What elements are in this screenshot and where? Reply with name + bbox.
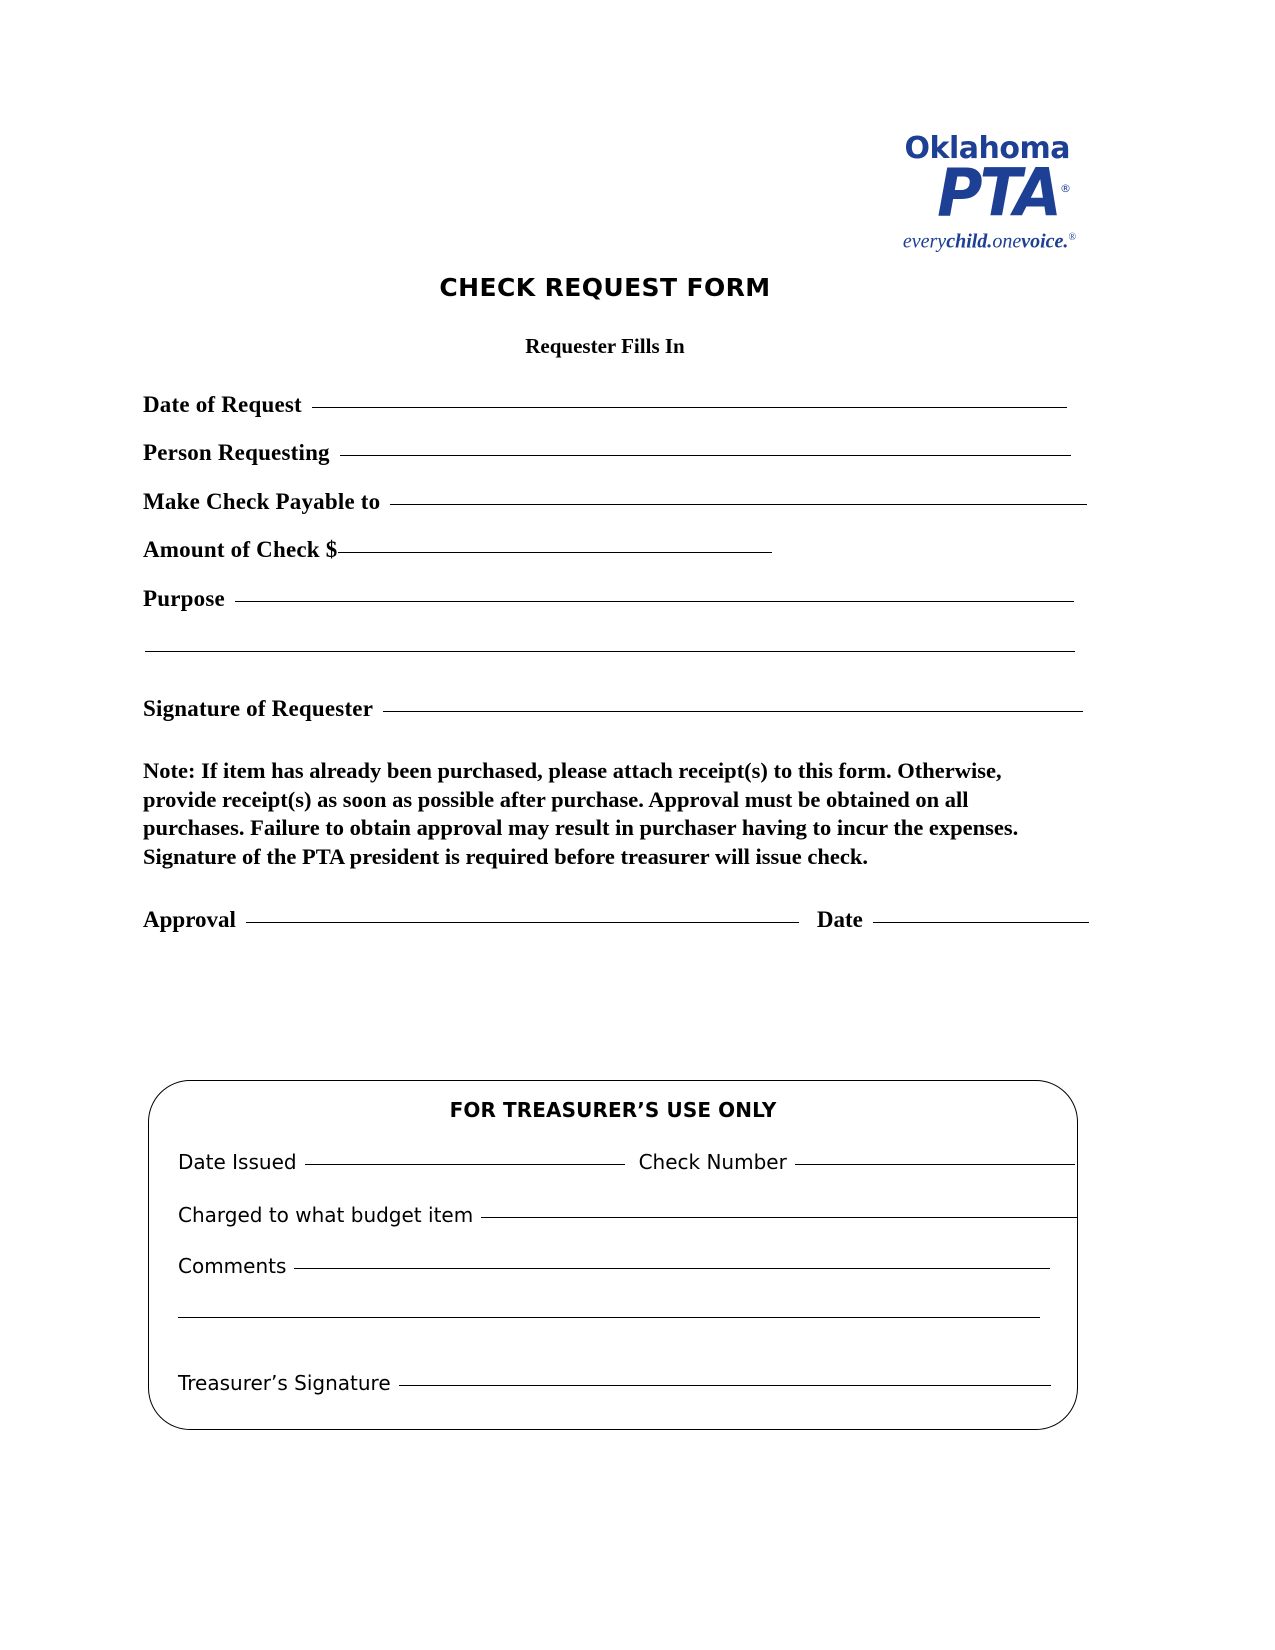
page-title: CHECK REQUEST FORM — [439, 273, 771, 302]
field-label-date-of-request: Date of Request — [143, 392, 302, 417]
treasurer-section-title: FOR TREASURER’S USE ONLY — [449, 1098, 777, 1122]
logo-tagline-child: child. — [946, 230, 993, 253]
field-treasurer-signature-row[interactable] — [178, 1371, 1051, 1395]
tagline-registered-icon: ® — [1068, 232, 1076, 243]
oklahoma-pta-logo — [858, 133, 1076, 255]
field-line-person-requesting[interactable] — [340, 455, 1071, 456]
logo-tagline-voice: voice. — [1021, 230, 1069, 253]
field-label-check-number: Check Number — [638, 1150, 787, 1174]
field-purpose[interactable] — [143, 586, 1074, 612]
field-label-person-requesting: Person Requesting — [143, 440, 330, 465]
field-line-approval-date[interactable] — [873, 922, 1089, 923]
note-paragraph: Note: If item has already been purchased, please attach receipt(s) to this form. Otherwise, provide receipt(s) as soon as possible after purchase. Approval must be obtained on all purchases. Failure to obtain approval may result in purchaser having to incur the expenses. Signature of the PTA president is required before treasurer will issue check. — [143, 758, 1019, 869]
field-label-date-issued: Date Issued — [178, 1150, 297, 1174]
field-line-comments-continuation[interactable] — [178, 1317, 1040, 1318]
field-signature-of-requester[interactable] — [143, 696, 1083, 722]
field-label-treasurer-signature: Treasurer’s Signature — [178, 1371, 391, 1395]
logo-pta-wordmark — [858, 153, 1076, 232]
field-line-date-issued[interactable] — [305, 1164, 625, 1165]
logo-state-text: Oklahoma — [904, 131, 1070, 166]
field-comments-row[interactable] — [178, 1254, 1050, 1278]
registered-trademark-icon: ® — [1060, 181, 1071, 195]
field-line-approval[interactable] — [246, 922, 799, 923]
field-label-charged-to-budget-item: Charged to what budget item — [178, 1203, 474, 1227]
field-line-date-of-request[interactable] — [312, 407, 1067, 408]
logo-tagline-every: every — [902, 230, 947, 253]
approval-row[interactable] — [143, 907, 1089, 933]
field-label-comments: Comments — [178, 1254, 287, 1278]
field-label-amount-of-check: Amount of Check $ — [143, 537, 338, 562]
field-line-comments[interactable] — [294, 1268, 1050, 1269]
field-person-requesting[interactable] — [143, 440, 1071, 466]
logo-tagline-one: one — [992, 230, 1022, 253]
field-date-of-request[interactable] — [143, 392, 1067, 418]
field-amount-of-check[interactable] — [143, 537, 772, 563]
field-label-approval: Approval — [143, 907, 236, 932]
field-make-check-payable-to[interactable] — [143, 489, 1087, 515]
field-line-amount-of-check[interactable] — [338, 552, 772, 553]
field-line-treasurer-signature[interactable] — [399, 1385, 1051, 1386]
field-line-signature-of-requester[interactable] — [383, 711, 1083, 712]
field-label-purpose: Purpose — [143, 586, 225, 611]
logo-pta-text: PTA — [937, 153, 1059, 232]
field-label-signature-of-requester: Signature of Requester — [143, 696, 374, 721]
field-charged-to-budget-item-row[interactable] — [178, 1203, 1077, 1227]
field-line-purpose-continuation[interactable] — [145, 651, 1075, 652]
field-line-charged-to-budget-item[interactable] — [481, 1217, 1077, 1218]
field-line-make-check-payable-to[interactable] — [390, 504, 1087, 505]
field-date-issued-row[interactable] — [178, 1150, 1075, 1174]
requester-section-heading: Requester Fills In — [525, 334, 685, 358]
field-line-purpose[interactable] — [235, 601, 1074, 602]
field-line-check-number[interactable] — [795, 1164, 1075, 1165]
field-label-approval-date: Date — [816, 907, 863, 932]
field-label-make-check-payable-to: Make Check Payable to — [143, 489, 381, 514]
